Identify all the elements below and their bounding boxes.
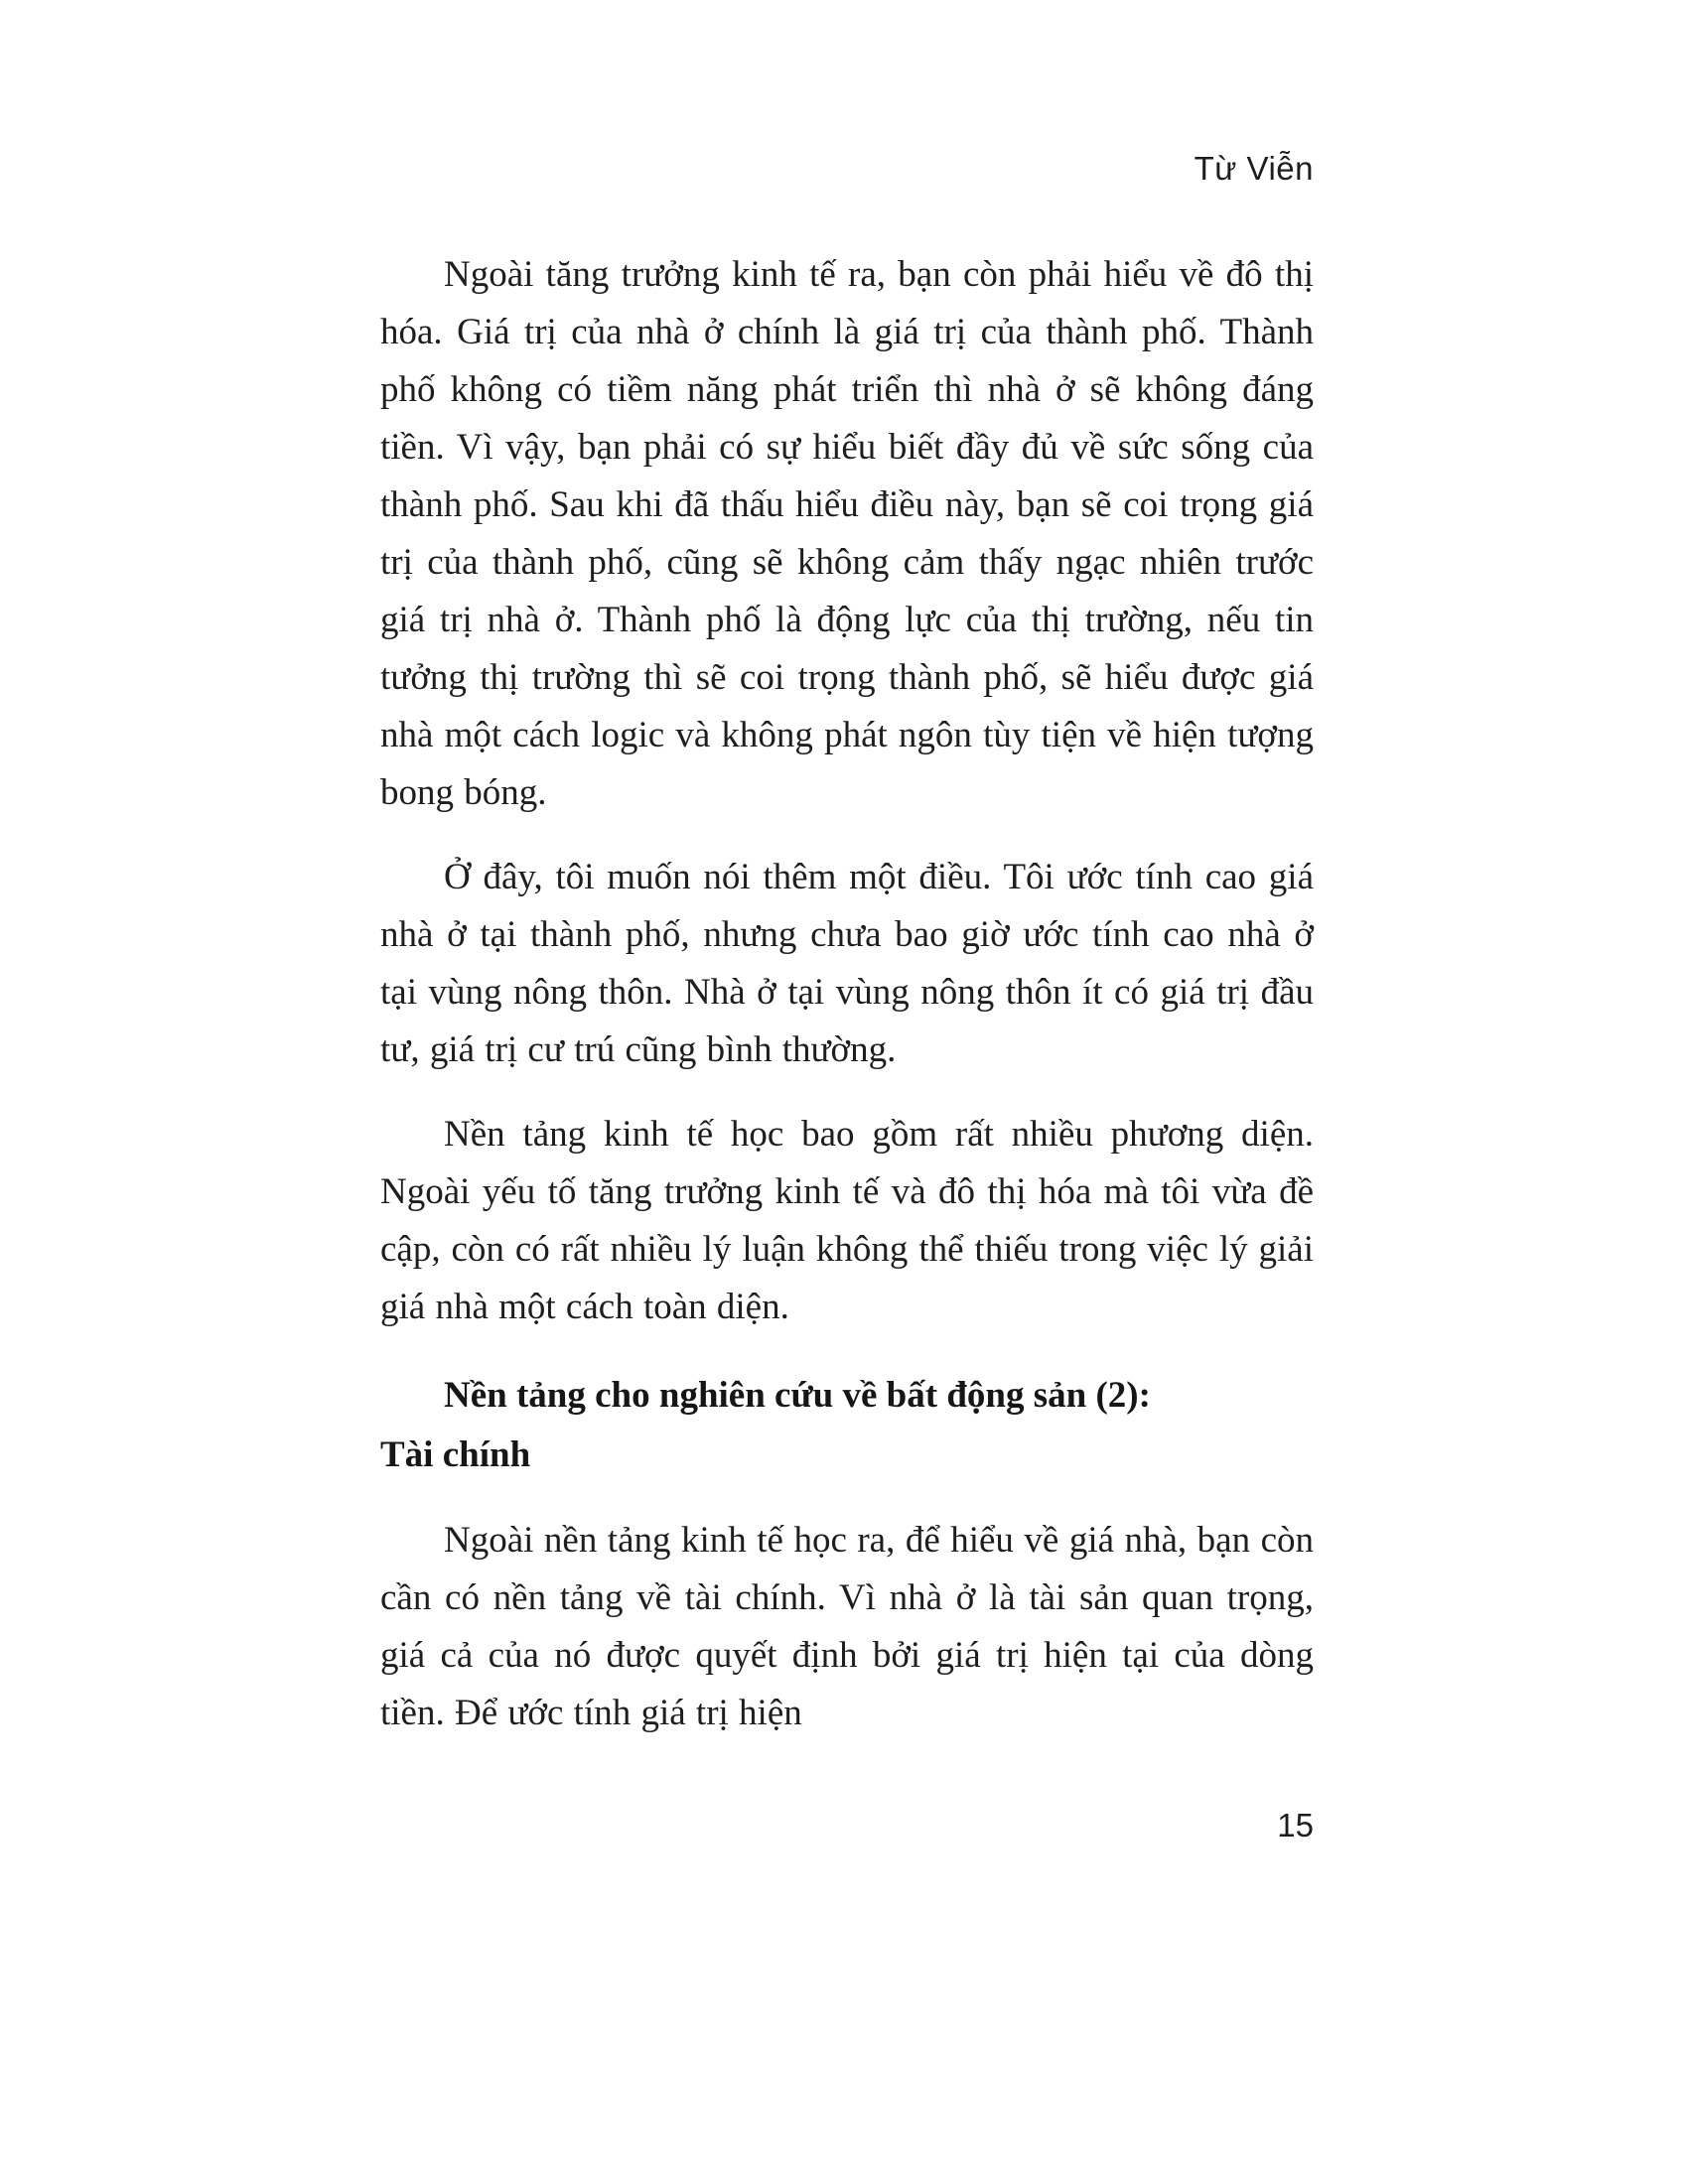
paragraph-economics-foundation: Nền tảng kinh tế học bao gồm rất nhiều phương diện. Ngoài yếu tố tăng trưởng kinh tế và đô thị hóa mà tôi vừa đề cập, còn có rất nhiều lý luận không thể thiếu trong việc lý giải giá nhà một cách toàn diện.	[380, 1114, 1314, 1327]
page-text-block	[380, 0, 1314, 1845]
running-header: Từ Viễn	[1194, 150, 1314, 187]
paragraph-economy-urbanization: Ngoài tăng trưởng kinh tế ra, bạn còn phải hiểu về đô thị hóa. Giá trị của nhà ở chính là giá trị của thành phố. Thành phố không có tiềm năng phát triển thì nhà ở sẽ không đáng tiền. Vì vậy, bạn phải có sự hiểu biết đầy đủ về sức sống của thành phố. Sau khi đã thấu hiểu điều này, bạn sẽ coi trọng giá trị của thành phố, cũng sẽ không cảm thấy ngạc nhiên trước giá trị nhà ở. Thành phố là động lực của thị trường, nếu tin tưởng thị trường thì sẽ coi trọng thành phố, sẽ hiểu được giá nhà một cách logic và không phát ngôn tùy tiện về hiện tượng bong bóng.	[380, 254, 1314, 813]
page-number: 15	[1277, 1807, 1314, 1843]
paragraph-finance-foundation: Ngoài nền tảng kinh tế học ra, để hiểu về giá nhà, bạn còn cần có nền tảng về tài chính. Vì nhà ở là tài sản quan trọng, giá cả của nó được quyết định bởi giá trị hiện tại của dòng tiền. Để ước tính giá trị hiện	[380, 1520, 1314, 1733]
paragraph-city-vs-rural: Ở đây, tôi muốn nói thêm một điều. Tôi ước tính cao giá nhà ở tại thành phố, nhưng chưa bao giờ ước tính cao nhà ở tại vùng nông thôn. Nhà ở tại vùng nông thôn ít có giá trị đầu tư, giá trị cư trú cũng bình thường.	[380, 857, 1314, 1070]
section-heading	[380, 1366, 1314, 1485]
section-heading-line-2: Tài chính	[380, 1434, 531, 1475]
section-heading-line-1: Nền tảng cho nghiên cứu về bất động sản (2):	[444, 1375, 1151, 1416]
